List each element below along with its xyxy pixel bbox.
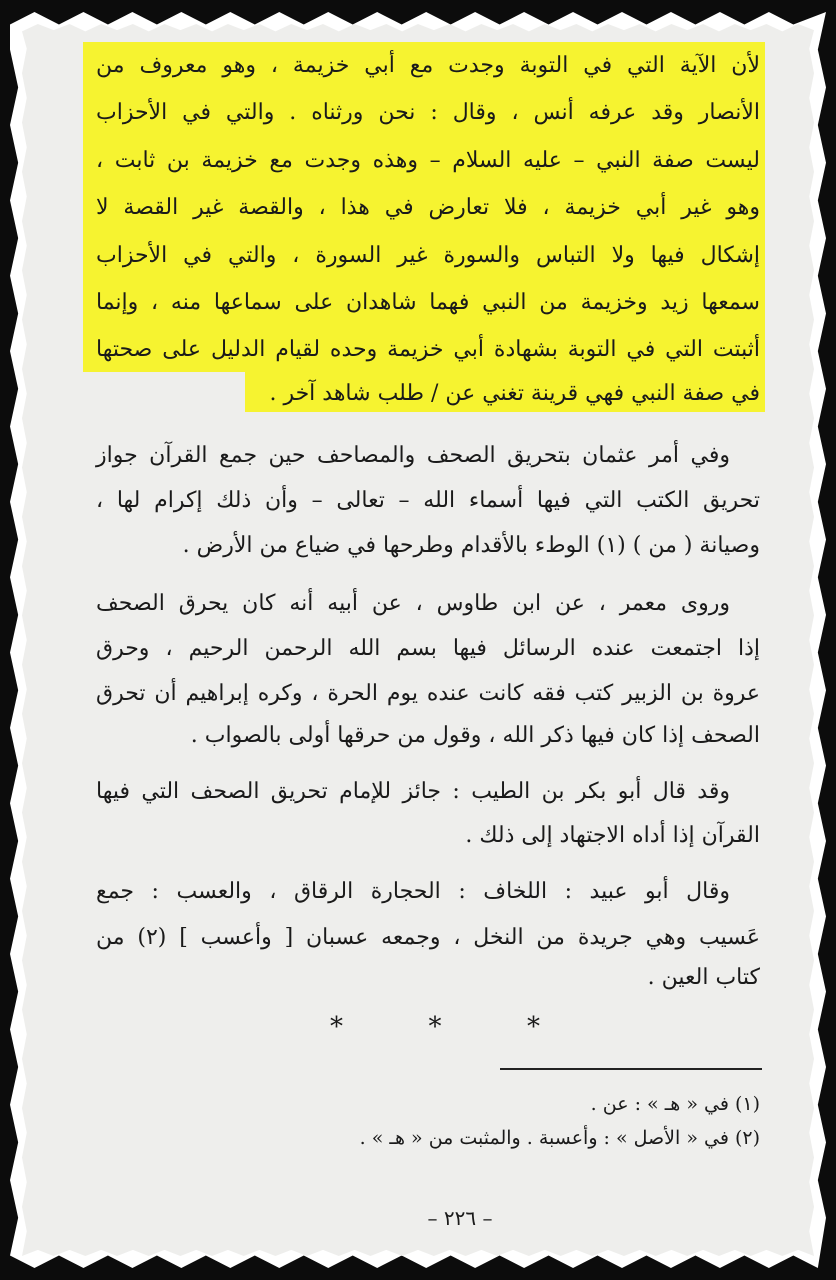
star-ornament: *: [330, 1012, 343, 1042]
text-line: لأن الآية التي في التوبة وجدت مع أبي خزيمة ، وهو معروف من: [96, 53, 760, 78]
text-line: الأنصار وقد عرفه أنس ، وقال : نحن ورثناه . والتي في الأحزاب: [96, 100, 760, 125]
text-line: عَسيب وهي جريدة من النخل ، وجمعه عسبان [ وأعسب ] (٢) من: [96, 925, 761, 950]
section-separator: [330, 1012, 540, 1042]
text-line: وهو غير أبي خزيمة ، فلا تعارض في هذا ، والقصة غير القصة لا: [96, 195, 760, 220]
text-line: وروى معمر ، عن ابن طاوس ، عن أبيه أنه كان يحرق الصحف: [96, 591, 730, 616]
text-line: عروة بن الزبير كتب فقه كانت عنده يوم الحرة ، وكره إبراهيم أن تحرق: [96, 681, 760, 706]
text-line: في صفة النبي فهي قرينة تغني عن / طلب شاهد آخر .: [269, 381, 760, 406]
footnote: (١) في « هـ » : عن .: [590, 1093, 760, 1115]
page-number: – ٢٢٦ –: [427, 1206, 493, 1230]
text-line: القرآن إذا أداه الاجتهاد إلى ذلك .: [465, 823, 760, 848]
text-line: وفي أمر عثمان بتحريق الصحف والمصاحف حين جمع القرآن جواز: [96, 443, 730, 468]
star-ornament: *: [428, 1012, 442, 1042]
text-line: إشكال فيها ولا التباس والسورة غير السورة ، والتي في الأحزاب: [96, 243, 760, 268]
footnote-rule: [500, 1068, 762, 1070]
star-ornament: *: [527, 1012, 540, 1042]
text-line: الصحف إذا كان فيها ذكر الله ، وقول من حرقها أولى بالصواب .: [190, 723, 760, 748]
footnote: (٢) في « الأصل » : وأعسبة . والمثبت من « هـ » .: [359, 1127, 760, 1149]
text-line: وقد قال أبو بكر بن الطيب : جائز للإمام تحريق الصحف التي فيها: [96, 779, 730, 804]
text-line: كتاب العين .: [647, 965, 760, 990]
text-line: وقال أبو عبيد : اللخاف : الحجارة الرقاق ، والعسب : جمع: [96, 879, 730, 904]
text-line: إذا اجتمعت عنده الرسائل فيها بسم الله الرحمن الرحيم ، وحرق: [96, 636, 760, 661]
text-line: أثبتت التي في التوبة بشهادة أبي خزيمة وحده لقيام الدليل على صحتها: [96, 337, 760, 362]
text-line: وصيانة ( من ) (١) الوطء بالأقدام وطرحها في ضياع من الأرض .: [182, 533, 760, 558]
text-line: سمعها زيد وخزيمة من النبي فهما شاهدان على سماعها منه ، وإنما: [96, 290, 760, 315]
text-line: ليست صفة النبي – عليه السلام – وهذه وجدت مع خزيمة بن ثابت ،: [96, 148, 760, 173]
text-line: تحريق الكتب التي فيها أسماء الله – تعالى – وأن ذلك إكرام لها ،: [96, 488, 760, 513]
